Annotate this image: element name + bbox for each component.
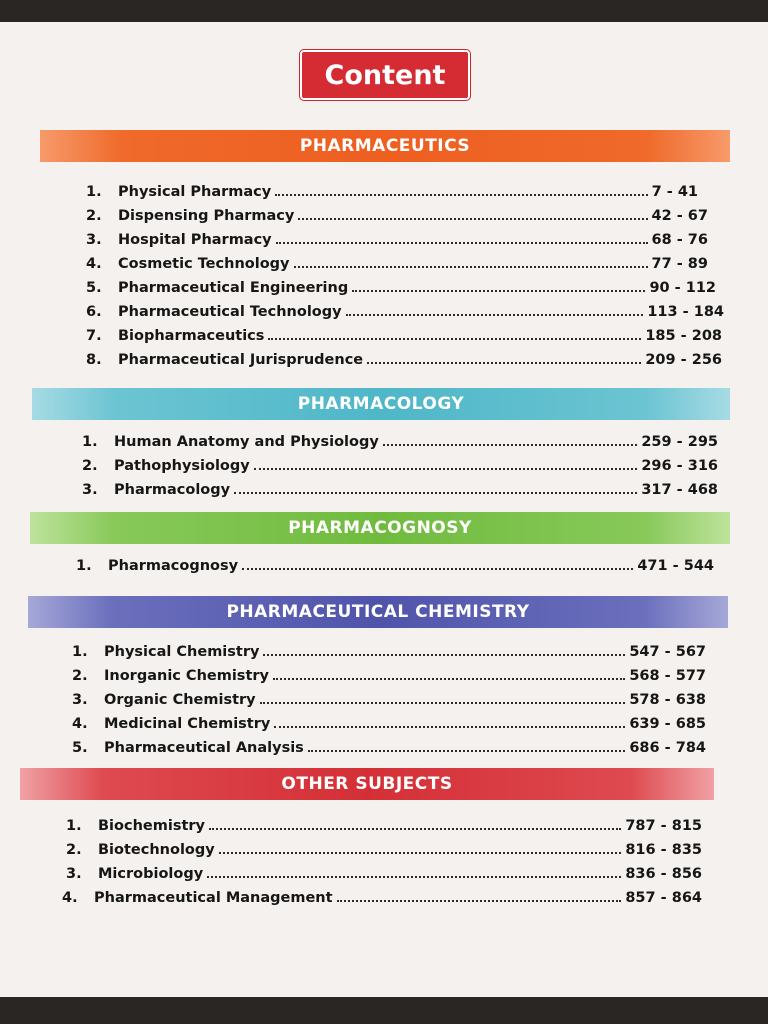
dot-leader [234, 491, 637, 494]
toc-entry[interactable] [86, 178, 698, 200]
entry-number: 1. [66, 818, 82, 834]
toc-entry[interactable] [86, 346, 722, 368]
entry-title: Pharmacognosy [108, 558, 239, 574]
entry-pages: 578 - 638 [629, 692, 706, 708]
entry-pages: 547 - 567 [629, 644, 706, 660]
entry-title: Medicinal Chemistry [104, 716, 271, 732]
entry-title: Dispensing Pharmacy [118, 208, 295, 224]
dot-leader [263, 653, 625, 656]
dot-leader [268, 337, 641, 340]
toc-entry[interactable] [62, 884, 702, 906]
entry-pages: 686 - 784 [629, 740, 706, 756]
page-title: Content [300, 50, 470, 100]
entry-number: 3. [72, 692, 88, 708]
contents-page [0, 22, 768, 997]
entry-pages: 185 - 208 [645, 328, 722, 344]
entry-pages: 816 - 835 [625, 842, 702, 858]
entry-pages: 113 - 184 [647, 304, 724, 320]
entry-title: Biotechnology [98, 842, 215, 858]
section-heading-pharmaceutics: PHARMACEUTICS [40, 130, 730, 162]
toc-entry[interactable] [76, 552, 714, 574]
entry-title: Pharmaceutical Engineering [118, 280, 349, 296]
entry-title: Biopharmaceutics [118, 328, 265, 344]
entry-number: 1. [86, 184, 102, 200]
entry-number: 2. [66, 842, 82, 858]
entry-number: 7. [86, 328, 102, 344]
entry-title: Human Anatomy and Physiology [114, 434, 379, 450]
toc-entry[interactable] [66, 860, 702, 882]
section-heading-other-subjects: OTHER SUBJECTS [20, 768, 714, 800]
dot-leader [275, 193, 647, 196]
entry-number: 1. [82, 434, 98, 450]
entry-title: Pharmacology [114, 482, 231, 498]
entry-number: 3. [86, 232, 102, 248]
toc-entry[interactable] [86, 226, 708, 248]
entry-title: Organic Chemistry [104, 692, 256, 708]
toc-entry[interactable] [72, 710, 706, 732]
entry-number: 6. [86, 304, 102, 320]
entry-title: Hospital Pharmacy [118, 232, 272, 248]
toc-entry[interactable] [72, 686, 706, 708]
entry-pages: 90 - 112 [649, 280, 716, 296]
dot-leader [308, 749, 626, 752]
entry-pages: 68 - 76 [651, 232, 708, 248]
toc-entry[interactable] [86, 202, 708, 224]
entry-number: 2. [82, 458, 98, 474]
dot-leader [294, 265, 648, 268]
dot-leader [254, 467, 638, 470]
entry-pages: 259 - 295 [641, 434, 718, 450]
toc-entry[interactable] [72, 638, 706, 660]
entry-title: Microbiology [98, 866, 204, 882]
entry-pages: 42 - 67 [651, 208, 708, 224]
dot-leader [383, 443, 638, 446]
section-heading-pharmaceutical-chemistry: PHARMACEUTICAL CHEMISTRY [28, 596, 728, 628]
toc-entry[interactable] [66, 836, 702, 858]
entry-number: 5. [72, 740, 88, 756]
entry-pages: 296 - 316 [641, 458, 718, 474]
dot-leader [276, 241, 648, 244]
entry-title: Physical Pharmacy [118, 184, 272, 200]
dot-leader [274, 725, 625, 728]
entry-pages: 836 - 856 [625, 866, 702, 882]
entry-number: 8. [86, 352, 102, 368]
toc-entry[interactable] [72, 734, 706, 756]
entry-number: 4. [62, 890, 78, 906]
toc-entry[interactable] [86, 298, 724, 320]
toc-entry[interactable] [86, 250, 708, 272]
entry-title: Pharmaceutical Management [94, 890, 333, 906]
entry-title: Pharmaceutical Technology [118, 304, 342, 320]
dot-leader [219, 851, 622, 854]
dot-leader [298, 217, 647, 220]
entry-pages: 77 - 89 [651, 256, 708, 272]
entry-title: Physical Chemistry [104, 644, 260, 660]
entry-number: 3. [66, 866, 82, 882]
toc-entry[interactable] [86, 274, 716, 296]
toc-entry[interactable] [82, 452, 718, 474]
dot-leader [346, 313, 644, 316]
entry-pages: 317 - 468 [641, 482, 718, 498]
entry-number: 4. [86, 256, 102, 272]
entry-number: 2. [86, 208, 102, 224]
entry-pages: 639 - 685 [629, 716, 706, 732]
entry-number: 1. [76, 558, 92, 574]
entry-title: Inorganic Chemistry [104, 668, 269, 684]
entry-number: 3. [82, 482, 98, 498]
dot-leader [209, 827, 621, 830]
entry-pages: 7 - 41 [651, 184, 698, 200]
entry-pages: 857 - 864 [625, 890, 702, 906]
entry-title: Pharmaceutical Analysis [104, 740, 304, 756]
dot-leader [367, 361, 641, 364]
entry-number: 5. [86, 280, 102, 296]
dot-leader [260, 701, 626, 704]
toc-entry[interactable] [82, 428, 718, 450]
entry-pages: 568 - 577 [629, 668, 706, 684]
toc-entry[interactable] [72, 662, 706, 684]
toc-entry[interactable] [82, 476, 718, 498]
entry-title: Biochemistry [98, 818, 205, 834]
entry-title: Pathophysiology [114, 458, 250, 474]
dot-leader [242, 567, 633, 570]
section-heading-pharmacology: PHARMACOLOGY [32, 388, 730, 420]
dot-leader [352, 289, 645, 292]
entry-pages: 787 - 815 [625, 818, 702, 834]
entry-title: Pharmaceutical Jurisprudence [118, 352, 364, 368]
dot-leader [207, 875, 621, 878]
entry-pages: 471 - 544 [637, 558, 714, 574]
dot-leader [337, 899, 622, 902]
toc-entry[interactable] [66, 812, 702, 834]
entry-number: 4. [72, 716, 88, 732]
entry-number: 1. [72, 644, 88, 660]
toc-entry[interactable] [86, 322, 722, 344]
entry-number: 2. [72, 668, 88, 684]
section-heading-pharmacognosy: PHARMACOGNOSY [30, 512, 730, 544]
entry-title: Cosmetic Technology [118, 256, 290, 272]
dot-leader [273, 677, 625, 680]
entry-pages: 209 - 256 [645, 352, 722, 368]
